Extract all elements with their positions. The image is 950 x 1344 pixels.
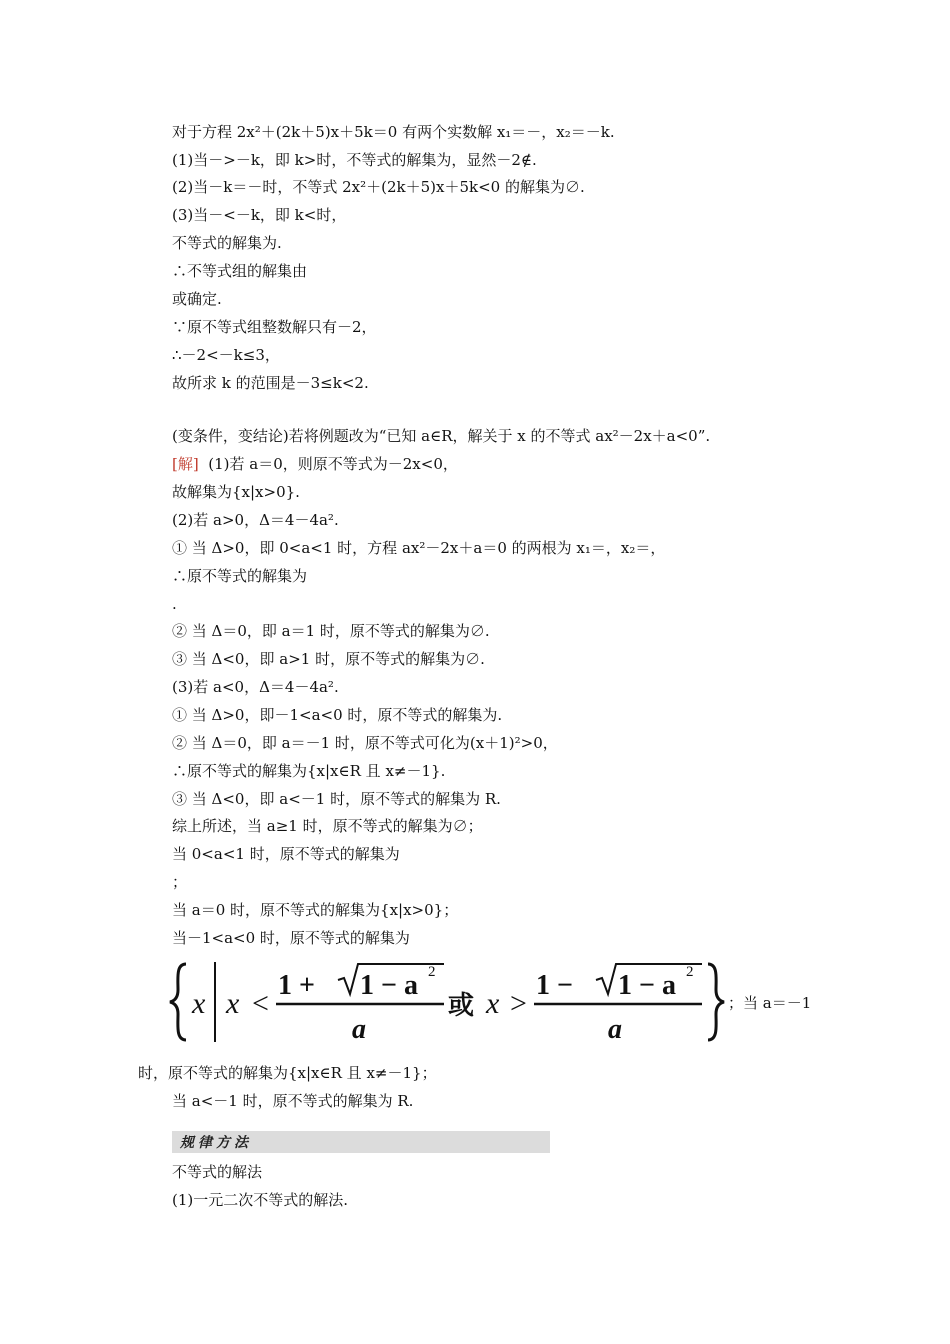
line-24: ③ 当 Δ<0，即 a<－1 时，原不等式的解集为 R. (172, 790, 501, 808)
sqrt-left-body: 1 − a (360, 970, 418, 1001)
line-16: ∴原不等式的解集为 (172, 567, 308, 585)
left-brace (170, 964, 186, 1040)
formula-x2: x (226, 987, 240, 1020)
line-20: (3)若 a<0，Δ＝4－4a². (172, 678, 339, 696)
numerator-left: 1 + (278, 970, 315, 1001)
line-2: (1)当－>－k，即 k>时，不等式的解集为，显然－2∉. (172, 151, 537, 169)
sqrt-right-body: 1 − a (618, 970, 676, 1001)
line-32: 不等式的解法 (172, 1163, 263, 1181)
line-10: 故所求 k 的范围是－3≤k<2. (172, 374, 369, 392)
formula-tail: ；当 a＝－1 (728, 994, 812, 1012)
line-11: (变条件，变结论)若将例题改为“已知 a∈R，解关于 x 的不等式 ax²－2x＋a<0”. (172, 427, 711, 445)
line-13: 故解集为{x|x>0}. (172, 483, 300, 501)
line-1: 对于方程 2x²＋(2k＋5)x＋5k＝0 有两个实数解 x₁＝－，x₂＝－k. (172, 123, 615, 141)
line-12-text: (1)若 a＝0，则原不等式为－2x<0， (208, 455, 458, 473)
method-banner (172, 1131, 550, 1153)
line-17: . (172, 595, 177, 613)
line-18: ② 当 Δ＝0，即 a＝1 时，原不等式的解集为∅. (172, 622, 490, 640)
line-30: 时，原不等式的解集为{x|x∈R 且 x≠－1}； (138, 1064, 437, 1082)
sqrt-right-exp: 2 (686, 964, 694, 980)
line-28: 当 a＝0 时，原不等式的解集为{x|x>0}； (172, 901, 459, 919)
line-23: ∴原不等式的解集为{x|x∈R 且 x≠－1}. (172, 762, 446, 780)
line-14: (2)若 a>0，Δ＝4－4a². (172, 511, 339, 529)
line-22: ② 当 Δ＝0，即 a＝－1 时，原不等式可化为(x＋1)²>0， (172, 734, 558, 752)
denominator-right: a (608, 1014, 622, 1045)
line-26: 当 0<a<1 时，原不等式的解集为 (172, 845, 400, 863)
right-brace (708, 964, 724, 1040)
formula-x: x (192, 987, 206, 1020)
line-27: ； (172, 873, 188, 891)
line-9: ∴－2<－k≤3， (172, 346, 280, 364)
formula-lt: < (252, 987, 269, 1020)
formula-or: 或 (448, 991, 475, 1020)
line-3: (2)当－k＝－时，不等式 2x²＋(2k＋5)x＋5k<0 的解集为∅. (172, 178, 585, 196)
line-25: 综上所述，当 a≥1 时，原不等式的解集为∅； (172, 817, 483, 835)
line-4: (3)当－<－k，即 k<时， (172, 206, 347, 224)
banner-label: 规律方法 (180, 1135, 252, 1151)
line-15: ① 当 Δ>0，即 0<a<1 时，方程 ax²－2x＋a＝0 的两根为 x₁＝，x₂＝， (172, 539, 666, 557)
line-5: 不等式的解集为. (172, 234, 282, 252)
line-29: 当－1<a<0 时，原不等式的解集为 (172, 929, 410, 947)
sqrt-left-exp: 2 (428, 964, 436, 980)
formula-x3: x (486, 987, 500, 1020)
denominator-left: a (352, 1014, 366, 1045)
solution-tag: [解] (172, 455, 199, 473)
line-33: (1)一元二次不等式的解法. (172, 1191, 349, 1209)
formula-gt: > (510, 987, 527, 1020)
line-8: ∵原不等式组整数解只有－2， (172, 318, 377, 336)
line-31: 当 a<－1 时，原不等式的解集为 R. (172, 1092, 414, 1110)
numerator-right: 1 − (536, 970, 573, 1001)
solution-set-formula (168, 958, 812, 1046)
line-7: 或确定. (172, 290, 222, 308)
line-21: ① 当 Δ>0，即－1<a<0 时，原不等式的解集为. (172, 706, 503, 724)
line-6: ∴不等式组的解集由 (172, 262, 308, 280)
line-12 (172, 454, 458, 474)
line-19: ③ 当 Δ<0，即 a>1 时，原不等式的解集为∅. (172, 650, 485, 668)
